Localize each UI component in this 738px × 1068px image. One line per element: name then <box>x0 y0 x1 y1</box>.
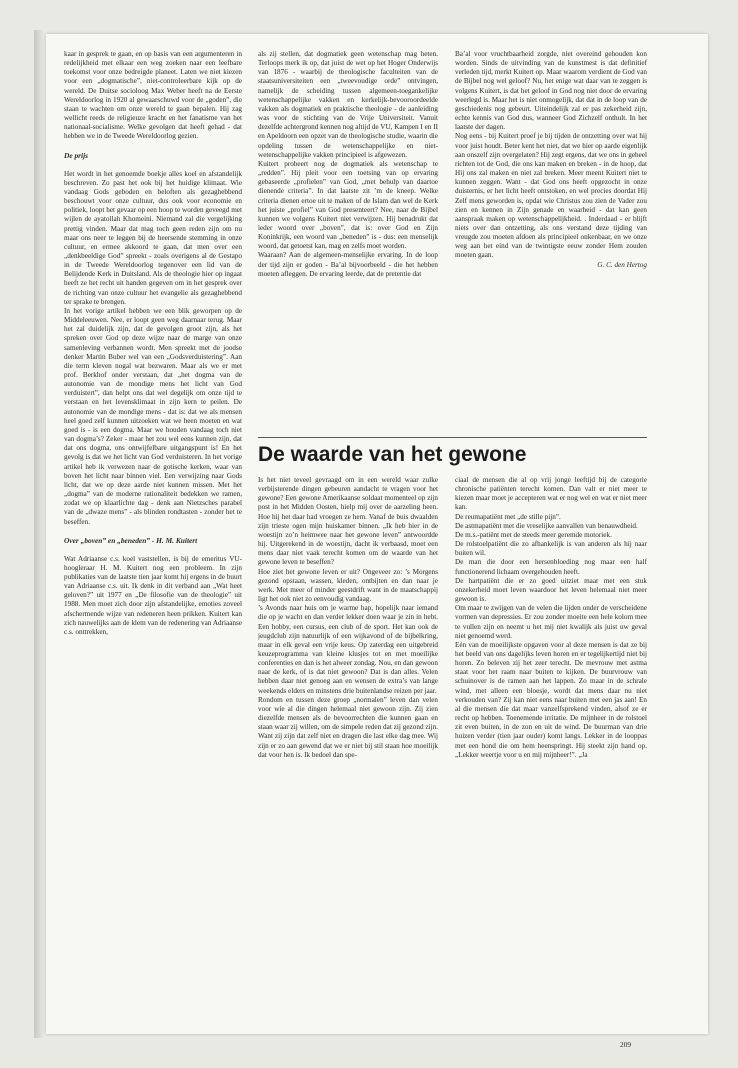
section-heading-kuitert: Over „boven” en „beneden” - H. M. Kuitert <box>64 535 198 545</box>
paragraph: De astmapatiënt met die vreselijke aanvallen van benauwdheid. <box>455 521 638 530</box>
page-number: 209 <box>620 1040 632 1049</box>
paragraph: De man die door een hersenbloeding nog maar een half functionerend lichaam overgehouden heeft. <box>455 558 647 576</box>
paragraph: De reumapatiënt met „de stille pijn”. <box>455 512 561 521</box>
paragraph: Eén van de moeilijkste opgaven voor al deze mensen is dat ze bij het beeld van ons dagelijks leven horen en er tegelijkertijd niet bij horen. Zo beleven zij het zeer terecht. De mevrouw met astma staat voor het raam naar buiten te kijken. De buurvrouw van schuinover is de ramen aan het lappen. Zo maar in de schrale wind, met alleen een bloesje, wordt dat mens daar nu niet verkouden van? Zij kan niet eens naar buiten met een jas aan! En al die mensen die dat maar vanzelfsprekend vinden, alsof ze er recht op hebben. Toenemende irritatie. De mijnheer in de rolstoel zit even buiten, in de zon en uit de wind. De buurman van drie huizen verder (tien jaar ouder) komt langs. Lekker in de looppas met een hond die om hem heenspringt. Hij steekt zijn hand op. „Lekker weertje voor u en mij mijnheer!”. „Ja <box>455 640 647 759</box>
paragraph: Hoe ziet het gewone leven er uit? Ongeveer zo: ’s Morgens gezond opstaan, wassen, kleden, ontbijten en dan naar je werk. Met meer of minder geestdrift want in de maatschappij ligt het ook niet zo eenvoudig vandaag. <box>258 567 438 604</box>
paragraph: Is het niet teveel gevraagd om in een wereld waar zulke verbijsterende dingen gebeuren aandacht te vragen voor het gewone? Een gewone Amerikaanse soldaat momenteel op zijn post in het Midden Oosten, hielp mij over de aarzeling heen. Hoe hij het daar had vroegen ze hem. Vanaf de buis dwaalden zijn trieste ogen mijn huiskamer binnen. „Ik heb hier in de woestijn zo’n heimwee naar het gewone leven” antwoordde hij. Uitgerekend in de woestijn, dacht ik verbaasd, moet een mens daar niet vaak terecht komen om de waarde van het gewone leven te beseffen? <box>258 476 438 567</box>
paragraph: Kuitert probeert nog de dogmatiek als wetenschap te „redden”. Hij pleit voor een toetsing van op ervaring gebaseerde „profielen” van God, „met behulp van daartoe dienende criteria”. In dat laatste zit ’m de kneep. Welke criteria dienen ertoe uit te maken of de Islam dan wel de Kerk het juiste „profiel” van God presenteert? Nee, naar de Bijbel kunnen we volgens Kuitert niet verwijzen. Hij benadrukt dat ieder woord over „boven”, dat is: over God en Zijn Koninkrijk, een woord van „beneden” is - dus: een menselijk woord, dat getoetst kan, mag en zelfs moet worden. <box>258 159 438 251</box>
paragraph: Ba’al voor vruchtbaarheid zorgde, niet overeind gehouden kon worden. Sinds de uitvinding van de kunstmest is dat definitief verleden tijd, merkt Kuitert op. Maar waarom verdient de God van de Bijbel nog wel geloof? Nu, het enige wat daar van te zeggen is volgens Kuitert, is dat het geloof in God nog niet door de ervaring weerlegd is. Maar het is niet onmogelijk, dat dat in de loop van de geschiedenis nog gebeurt. Uiteindelijk zal er pas zekerheid zijn, echte kennis van God dus, wanneer God Zichzelf onthult. In het laatste der dagen. <box>455 50 647 132</box>
author-signature: G. C. den Hertog <box>597 260 647 269</box>
paragraph: Waaraan? Aan de algemeen-menselijke ervaring. In de loop der tijd zijn er goden - Ba’al bijvoorbeeld - die het hebben moeten afleggen. De ervaring leerde, dat de pretentie dat <box>258 251 438 278</box>
section-heading-de-prijs: De prijs <box>64 150 89 160</box>
paragraph: Rondom en tussen deze groep „normalen” leven dan velen voor wie al die dingen helemaal niet gewoon zijn. Zij zien diezelfde mensen als de bevoorrechten die kunnen gaan en staan waar zij willen, om de simpele reden dat zij gezond zijn. Want zij zijn dat zelf niet en dragen die last elke dag mee. Wij zijn er zo aan gewend dat we er niet bij stil staan hoe moeilijk dat voor hen is. Ik bedoel dan spe- <box>258 695 438 759</box>
paragraph: De hartpatiënt die er zo goed uitziet maar met een stuk onzekerheid moet leven waardoor het leven helemaal niet meer gewoon is. <box>455 576 647 604</box>
column-4 <box>258 476 438 1036</box>
column-1 <box>64 50 242 910</box>
paragraph: ciaal de mensen die al op vrij jonge leeftijd bij de categorie chronische patiënten terecht komen. Dan valt er niet meer te kiezen maar moet je accepteren wat er nog wel en wat er niet meer kan. <box>455 476 647 512</box>
paragraph: als zij stellen, dat dogmatiek geen wetenschap mag heten. Terloops merk ik op, dat juist de wet op het Hoger Onderwijs van 1876 - waarbij de theologische faculteiten van de staatsuniversiteiten een „tweevoudige orde” ontvingen, namelijk de scheiding tussen algemeen-toegankelijke wetenschappelijke vakken en kerkelijk-bevooroordeelde vakken als dogmatiek en praktische theologie - de aanleiding was voor de stichting van de Vrije Universiteit. Vanuit dezelfde achtergrond kennen nog altijd de VU, Kampen I en II en Apeldoorn een opzet van de theologische studie, waarin die opdeling tussen de wetenschappelijke en niet-wetenschappelijke vakken principieel is afgewezen. <box>258 50 438 159</box>
column-5 <box>455 476 647 1016</box>
paragraph: De m.s.-patiënt met de steeds meer geremde motoriek. <box>455 530 612 539</box>
article-divider <box>258 437 647 438</box>
paragraph: Om maar te zwijgen van de velen die lijden onder de verscheidene vormen van depressies. Er zou zonder moeite een hele kolom mee te vullen zijn en neemt u het mij niet kwalijk als juist uw geval niet genoemd werd. <box>455 604 647 640</box>
article-title: De waarde van het gewone <box>258 443 527 466</box>
paragraph: Nog eens - bij Kuitert proef je bij tijden de ontzetting over wat hij voor juist houdt. Beter kent het niet, dat we hier op aarde eigenlijk aan onszelf zijn overgelaten? Hij zegt ergens, dat we ons in geheel richten tot de God, die ons kan maken en breken - in de hoop, dat Hij ons zal maken en niet zal breken. Meer meent Kuitert niet te kunnen zeggen. Want - dat God ons heeft opgezocht in onze duisternis, er het licht heeft ontstoken, en wel precies doordat Hij Zelf mens geworden is, opdat wie Christus zou zien de Vader zou zien en kennen in Zijn genade en waarheid - dat kan geen aanspraak maken op wetenschappelijkheid. . Inderdaad - er blijft niets over dan ontzetting, als ons verstand deze tijding van vreugde zou moeten afdoen als principieel onkenbaar, en we onze weg aan het eind van de twintigste eeuw zonder Hem zouden moeten gaan. <box>455 132 647 260</box>
paragraph: In het vorige artikel hebben we een blik geworpen op de Middeleeuwen. Nee, er loopt geen weg daarnaar terug. Maar het zal duidelijk zijn, dat de gevolgen groot zijn, als het spreken over God op deze wijze naar de marge van onze samenleving verbannen wordt. Men spreekt met de joodse denker Martin Buber wel van een „Godsverduistering”. Aan die term kleven nogal wat bezwaren. Maar als we er met prof. Berkhof onder verstaan, dat „het dogma van de autonomie van de mondige mens het licht van God verduistert”, dan helpt ons dat wel degelijk om onze tijd te verstaan en het levensklimaat in zijn kern te peilen. De autonomie van de mondige mens - dat is: dat we als mensen heel goed zelf kunnen uitzoeken wat we heen moeten en wat goed is - is een dogma. Maar we houden vandaag toch niet van dogma’s? Zeker - maar het zou wel eens kunnen zijn, dat dat ons dogma, ons ontwijfelbare uitgangspunt is! En het gevolg is dat we het licht van God verduisteren. In het vorige artikel heb ik verwezen naar de gotische kerken, waar van boven het licht naar binnen viel. Een verwijzing naar Gods licht, dat we op deze aarde niet kunnen missen. Met het „dogma” van de moderne rationaliteit bedekken we ramen, zodat we op klaarlichte dag - denk aan Nietzsches parabel van de „dwaze mens” - als blinden rondtasten - zonder het te beseffen. <box>64 306 242 526</box>
page-binding-shadow <box>34 30 46 1038</box>
paragraph: De rolstoelpatiënt die zo afhankelijk is van anderen als hij naar buiten wil. <box>455 540 647 558</box>
paragraph: kaar in gesprek te gaan, en op basis van een argumenteren in redelijkheid met elkaar een weg zoeken naar een leefbare toekomst voor onze bedreigde planeet. Laten we niet kiezen voor een „dogmatische”, niet-controleerbare kijk op de wereld. De Duitse socioloog Max Weber heeft na de Eerste Wereldoorlog in 1920 al gewaarschuwd voor de „goden”, die staan te wachten om onze wereld te gaan bepalen. Hij zag wellicht reeds de religieuze kracht en het fanatisme van het nationaal-socialisme. Welke gevolgen dat heeft gehad - dat hebben we in de Tweede Wereldoorlog gezien. <box>64 50 242 141</box>
paragraph: Wat Adriaanse c.s. koel vaststellen, is bij de emeritus VU-hoogleraar H. M. Kuitert nog een probleem. In zijn publikaties van de laatste tien jaar komt hij ergens in de buurt van Adriaanse c.s. uit. Ik denk in dit verband aan „Wat heet geloven?” uit 1977 en „De filosofie van de theologie” uit 1988. Men moet zich door zijn afstandelijke, emoties zoveel afschermende wijze van redeneren heen prikken. Kuitert kan zich nauwelijks aan de klem van de redenering van Adriaanse c.s. onttrekken, <box>64 554 242 636</box>
paragraph: ’s Avonds naar huis om je warme hap, hopelijk naar iemand die op je wacht en dan verder lekker doen waar je zin in hebt. Een hobby, een cursus, een club of de sport. Het kan ook de jeugdclub zijn natuurlijk of een wijkavond of de bijbelkring, maar in elk geval een vrije keus. Op zaterdag een uitgebreid keuzeprogramma van kleine klusjes tot en met moeilijke conferenties en dan is het alweer zondag. Nou, en dan gewoon naar de kerk, of is dat niet gewoon? Dat is dan alles. Velen hebben daar niet genoeg aan en wensen de extra’s van lange weekends elders en minstens drie buitenlandse reizen per jaar. <box>258 604 438 695</box>
column-3 <box>455 50 647 426</box>
paragraph: Het wordt in het genoemde boekje alles koel en afstandelijk beschreven. Zo past het ook bij het huidige klimaat. Wie vandaag Gods geboden en beloften als gezaghebbend beschouwt voor onze cultuur, dus ook voor economie en politiek, loopt het gevaar op een hoop te worden geveegd met wijlen de ayatollah Khomeini. Niemand zal die vergelijking prettig vinden. Maar dat mag toch geen reden zijn om nu maar ons neer te leggen bij de heersende stemming in onze cultuur, en ermee akkoord te gaan, dat men over een „denkbeeldige God” spreekt - zoals overigens al de Gestapo in de Tweede Wereldoorlog tegenover een lid van de Belijdende Kerk in Duitsland. Als de theologie hier op ingaat heeft ze het recht uit handen gegeven om in het gesprek over de richting van onze cultuur het evangelie als gezaghebbend ter sprake te brengen. <box>64 169 242 306</box>
column-2 <box>258 50 438 436</box>
